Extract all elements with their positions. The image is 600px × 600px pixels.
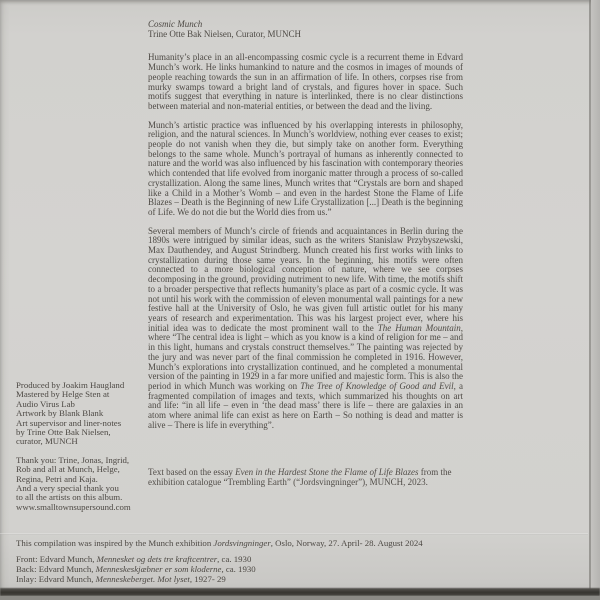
credit-line: curator, MUNCH xyxy=(16,436,78,447)
credit-line: by Trine Otte Bak Nielsen, xyxy=(16,427,111,438)
essay-paragraph-2: Munch’s artistic practice was influenced by his overlapping interests in philosophy, religion, and the natural sciences. In Munch’s worldview, nothing ever ceases to exist; people do not vanish when they die, but simply take on another form. Everything belongs to the same whole. Munch’s portrayal of humans as inherently connected to nature and the world was also influenced by his fascination with contemporary theories which contended that life evolved from inorganic matter through a process of so-called crystallization. Along the same lines, Munch writes that “Crystals are born and shaped like a Child in a Mother’s Womb – and even in the hardest Stone the Flame of Life Blazes – Death is the Beginning of new Life Crystallization [...] Death is the beginning of Life. We do not die but the World dies from us.” xyxy=(148,119,463,217)
credit-line: Mastered by Helge Sten at xyxy=(16,389,110,400)
page-edge-right-line xyxy=(589,0,591,592)
footer-notes xyxy=(16,538,576,584)
artwork-credit-inlay: Inlay: Edvard Munch, Menneskeberget. Mot lyset, 1927- 29 xyxy=(16,574,226,584)
essay-title: Cosmic Munch xyxy=(148,19,203,29)
thanks-line: Regina, Petri and Kaja. xyxy=(16,473,98,484)
essay-column xyxy=(148,20,463,488)
page-edge-bottom-shadow xyxy=(0,588,600,596)
production-credits xyxy=(16,381,144,521)
thanks-line: Rob and all at Munch, Helge, xyxy=(16,464,120,475)
thanks-block xyxy=(16,456,144,512)
thanks-line: to all the artists on this album. xyxy=(16,492,123,503)
credit-line: Produced by Joakim Haugland xyxy=(16,380,125,390)
essay-byline: Trine Otte Bak Nielsen, Curator, MUNCH xyxy=(148,28,302,39)
credit-line: Artwork by Blank Blank xyxy=(16,408,104,419)
paper-crease xyxy=(0,533,588,535)
credits-block xyxy=(16,381,144,447)
artwork-credit-back: Back: Edvard Munch, Menneskeskjæbner er som kloderne, ca. 1930 xyxy=(16,564,256,574)
page-edge-right-margin xyxy=(591,0,600,600)
thanks-line: And a very special thank you xyxy=(16,483,119,494)
essay-paragraph-3: Several members of Munch’s circle of friends and acquaintances in Berlin during the 1890s were intrigued by similar ideas, such as the writers Stanislaw Przybyszewski, Max Dauthendey, and August Strindberg. Munch created his first works with links to crystallization during those same years. In the beginning, his motifs were often connected to a more biological conception of nature, where we see corpses decomposing in the ground, providing nutriment to new life. With time, the motifs shift to a broader perspective that reflects humanity’s place as part of a cosmic cycle. It was not until his work with the commission of eleven monumental wall paintings for a new festive hall at the University of Oslo, he was given full artistic outlet for his many years of research and experimentation. This was his largest project ever, where his initial idea was to dedicate the most prominent wall to the The Human Mountain, where “The central idea is light – which as you know is a kind of religion for me – and in this light, humans and crystals construct themselves.” The painting was rejected by the jury and was never part of the final commission he completed in 1916. However, Munch’s explorations into crystallization continued, and he completed a monumental version of the painting in 1929 in a far more unified and majestic form. This is also the period in which Munch was working on The Tree of Knowledge of Good and Evil, a fragmented compilation of images and texts, which summarized his thoughts on art and life: “in all life – even in ‘the dead mass’ there is life – there are galaxies in an atom where animal life can exist as here on Earth – So nothing is dead and matter is alive – There is life in everything”. xyxy=(148,225,464,430)
essay-credit-note: Text based on the essay Even in the Hardest Stone the Flame of Life Blazes from the exhibition catalogue “Trembling Earth” (“Jordsvingninger”), MUNCH, 2023. xyxy=(148,467,452,488)
exhibition-note: This compilation was inspired by the Munch exhibition Jordsvingninger, Oslo, Norway, 27. April- 28. August 2024 xyxy=(16,538,423,548)
essay-paragraph-1: Humanity’s place in an all-encompassing cosmic cycle is a recurrent theme in Edvard Munch’s work. He links humankind to nature and the cosmos in images of mounds of people reaching towards the sun in an affirmation of life. In others, corpses rise from murky swamps toward a bright land of crystals, and figures hover in space. Such motifs suggest that everything in nature is interlinked, there is no clear distinctions between material and non-material entities, or between the dead and the living. xyxy=(148,52,463,111)
website-url: www.smalltownsupersound.com xyxy=(16,501,131,512)
credit-line: Audio Virus Lab xyxy=(16,398,75,409)
page-edge-bottom-margin xyxy=(0,596,600,600)
thanks-line: Thank you: Trine, Jonas, Ingrid, xyxy=(16,454,130,465)
artwork-credit-front: Front: Edvard Munch, Mennesket og dets tre kraftcentrer, ca. 1930 xyxy=(16,554,252,564)
credit-line: Art supervisor and liner-notes xyxy=(16,417,122,428)
